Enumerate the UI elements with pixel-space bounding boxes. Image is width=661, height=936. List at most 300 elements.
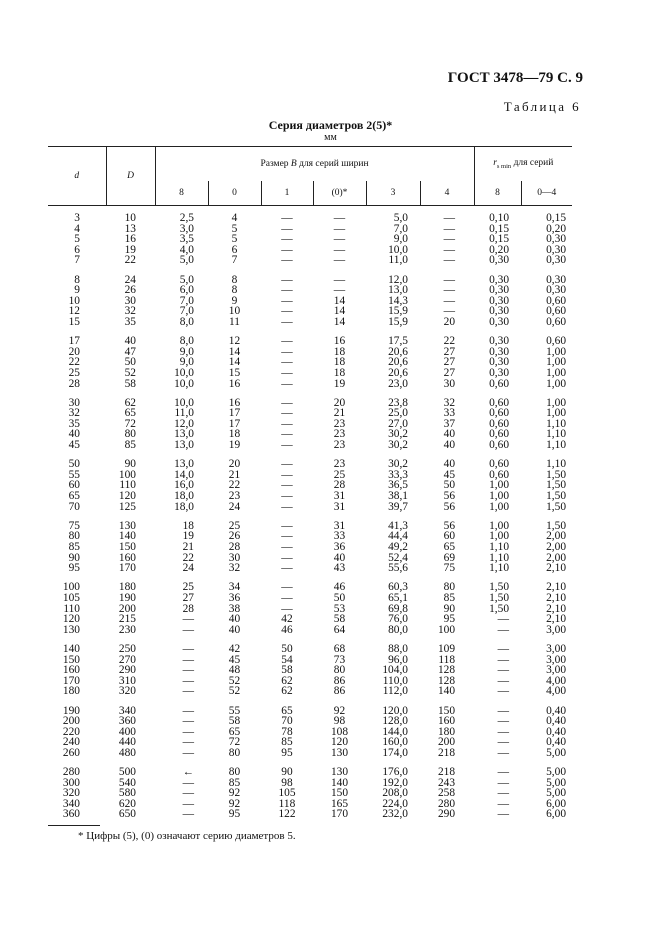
table-cell: 47 [124, 345, 136, 358]
table-cell: 140 [437, 685, 456, 698]
table-cell: 56 [443, 490, 456, 503]
table-cell: — [281, 243, 293, 256]
table-cell: 23 [333, 428, 346, 441]
table-cell: 19 [182, 530, 194, 543]
table-cell: 2,00 [546, 541, 567, 553]
table-cell: 218 [437, 766, 456, 779]
table-cell: 0,30 [489, 366, 510, 379]
table-cell: 0,30 [489, 294, 510, 307]
table-cell: 1,00 [546, 345, 567, 358]
table-cell: 0,60 [489, 439, 510, 452]
table-cell: 110,0 [382, 674, 408, 687]
table-cell: 10 [124, 212, 136, 224]
table-cell: 0,30 [489, 254, 510, 267]
table-cell: 0,30 [546, 233, 567, 246]
table-cell: 28 [182, 602, 194, 615]
table-cell: 0,30 [489, 273, 510, 286]
table-cell: 9,0 [393, 233, 408, 246]
table-cell: 65,1 [388, 591, 408, 604]
table-cell: — [281, 458, 293, 471]
table-cell: 25 [333, 468, 346, 481]
table-cell: 52 [228, 674, 241, 687]
table-cell: 53 [333, 602, 346, 615]
table-cell: 0,20 [489, 243, 510, 256]
col-header-w-1: 1 [261, 181, 313, 206]
table-cell: — [497, 808, 510, 821]
table-cell: — [497, 746, 510, 759]
table-cell: 3,00 [546, 623, 567, 636]
table-cell: 2,10 [546, 581, 567, 594]
table-cell: 11 [229, 315, 240, 328]
table-cell: 73 [333, 653, 346, 666]
table-cell: 120 [118, 490, 136, 503]
table-cell: 4 [74, 222, 80, 235]
table-cell: — [182, 653, 194, 666]
table-cell: 32 [443, 396, 456, 409]
table-cell: — [281, 439, 293, 452]
table-cell: 11,0 [388, 254, 408, 267]
table-cell: 32 [124, 305, 136, 318]
table-cell: 80 [124, 428, 136, 441]
col-header-D: D [106, 147, 155, 206]
table-cell: 20 [333, 396, 346, 409]
table-cell: 8 [74, 273, 80, 286]
table-cell: 80 [68, 530, 80, 543]
table-cell: 20 [228, 458, 241, 471]
table-cell: 90 [124, 458, 136, 471]
table-cell: 14 [228, 356, 241, 369]
table-cell: 36,5 [388, 479, 408, 492]
table-cell: 76,0 [388, 613, 408, 626]
table-cell: 19 [333, 377, 346, 390]
table-cell: 86 [333, 674, 346, 687]
table-cell: 14 [333, 294, 346, 307]
table-cell: — [497, 725, 510, 738]
table-cell: 9 [231, 294, 238, 307]
table-cell: 110 [119, 479, 136, 492]
table-cell: 20 [68, 345, 80, 358]
table-cell: 0,60 [489, 458, 510, 471]
table-cell: — [281, 468, 293, 481]
table-cell: 6 [74, 243, 80, 256]
table-cell: — [281, 490, 293, 503]
table-cell: 90 [443, 602, 456, 615]
table-cell: 18 [182, 519, 194, 532]
table-cell: 340 [62, 797, 80, 810]
table-cell: 72 [124, 417, 136, 430]
table-cell: 22 [68, 356, 80, 369]
table-cell: 120 [330, 736, 349, 749]
table-cell: 18,0 [174, 490, 194, 503]
table-cell: 1,50 [546, 468, 567, 481]
table-cell: 1,10 [546, 428, 567, 441]
table-cell: 5,00 [546, 766, 567, 779]
table-cell: 5,0 [179, 254, 194, 267]
table-cell: 16,0 [174, 479, 194, 492]
table-cell: 4,00 [546, 685, 567, 698]
table-cell: 1,00 [546, 366, 567, 379]
table-cell: 150 [330, 787, 349, 800]
table-cell: 0,40 [546, 715, 567, 728]
table-cell: 10,0 [388, 243, 408, 256]
table-cell: 11,0 [174, 407, 194, 420]
table-cell: 42 [281, 613, 293, 626]
table-cell: 100 [437, 623, 456, 636]
table-cell: 35 [124, 315, 136, 328]
table-title: Серия диаметров 2(5)* [268, 118, 393, 132]
table-cell: 26 [228, 530, 241, 543]
table-cell: 58 [124, 377, 136, 390]
table-cell: 2,10 [546, 562, 567, 575]
table-cell: 25 [228, 519, 241, 532]
table-cell: 31 [333, 519, 346, 532]
table-label: Таблица 6 [503, 99, 581, 114]
table-cell: 15 [68, 315, 80, 328]
table-cell: 118 [278, 797, 296, 810]
table-cell: 45 [68, 439, 80, 452]
table-cell: 60 [443, 530, 456, 543]
table-cell: 86 [333, 685, 346, 698]
table-cell: — [281, 284, 293, 297]
table-cell: 4,00 [546, 674, 567, 687]
table-cell: 1,10 [546, 458, 567, 471]
table-cell: 42 [228, 642, 241, 655]
table-cell: 5 [231, 233, 238, 246]
table-cell: 0,60 [546, 305, 567, 318]
table-cell: 26 [124, 284, 136, 297]
table-cell: 140 [118, 530, 136, 543]
table-cell: 7,0 [179, 305, 194, 318]
table-cell: 130 [330, 746, 349, 759]
col-header-w-0: 0 [208, 181, 261, 206]
table-cell: 58 [333, 613, 346, 626]
table-cell: — [497, 653, 510, 666]
table-cell: — [182, 664, 194, 677]
table-cell: 32 [228, 562, 241, 575]
table-cell: — [281, 602, 293, 615]
table-cell: 190 [62, 704, 80, 717]
table-cell: 0,60 [489, 396, 510, 409]
table-cell: 16 [228, 396, 241, 409]
table-cell: 27 [443, 345, 456, 358]
col-group-radius: $r_{s min}$ для серий [474, 147, 572, 182]
table-cell: 290 [437, 808, 456, 821]
table-cell: 5 [231, 222, 238, 235]
table-cell: 12,0 [174, 417, 194, 430]
table-cell: 5,00 [546, 787, 567, 800]
table-cell: 500 [118, 766, 136, 779]
table-cell: 50 [443, 479, 456, 492]
table-cell: — [182, 787, 194, 800]
table-cell: 95 [228, 808, 241, 821]
table-cell: — [443, 212, 456, 224]
table-cell: 215 [118, 613, 136, 626]
table-cell: — [497, 664, 510, 677]
table-cell: 0,15 [489, 222, 510, 235]
table-row [48, 317, 572, 328]
table-cell: 0,30 [489, 335, 510, 348]
table-cell: 17 [228, 407, 241, 420]
table-cell: 75 [68, 519, 80, 532]
table-cell: 0,60 [489, 377, 510, 390]
table-cell: 65 [124, 407, 136, 420]
table-cell: 118 [438, 653, 456, 666]
table-cell: 8 [231, 284, 238, 297]
table-cell: 130 [62, 623, 80, 636]
table-unit: мм [324, 132, 337, 143]
table-cell: 55 [228, 704, 241, 717]
table-cell: 150 [118, 541, 136, 553]
table-cell: 0,30 [489, 345, 510, 358]
table-cell: — [281, 541, 293, 553]
table-cell: 58 [281, 664, 293, 677]
table-cell: 70 [281, 715, 293, 728]
table-cell: 85 [228, 776, 241, 789]
table-cell: 28 [68, 377, 80, 390]
table-cell: 1,10 [489, 551, 510, 564]
table-cell: 39,7 [388, 500, 408, 513]
table-cell: 0,15 [489, 233, 510, 246]
table-cell: 30 [124, 294, 136, 307]
table-cell: 109 [437, 642, 456, 655]
table-cell: 200 [437, 736, 456, 749]
table-cell: 45 [228, 653, 241, 666]
table-cell: — [281, 315, 293, 328]
table-cell: 6,0 [179, 284, 194, 297]
table-cell: 1,50 [546, 490, 567, 503]
table-cell: 1,50 [489, 581, 510, 594]
table-cell: 1,10 [489, 541, 510, 553]
table-row [48, 542, 572, 553]
table-cell: 3,5 [179, 233, 194, 246]
table-cell: — [281, 233, 293, 246]
table-cell: — [281, 345, 293, 358]
table-cell: 8 [231, 273, 238, 286]
table-cell: — [333, 284, 346, 297]
col-header-w-8: 8 [155, 181, 208, 206]
table-cell: 0,60 [489, 468, 510, 481]
table-cell: 0,60 [489, 407, 510, 420]
table-cell: 360 [118, 715, 136, 728]
table-cell: 14,0 [174, 468, 194, 481]
table-cell: 14 [333, 305, 346, 318]
table-cell: 65 [443, 541, 456, 553]
table-cell: 30 [443, 377, 456, 390]
table-cell: 400 [118, 725, 136, 738]
table-cell: 40 [333, 551, 346, 564]
table-cell: 24 [228, 500, 241, 513]
table-cell: — [281, 407, 293, 420]
table-cell: 1,00 [546, 356, 567, 369]
table-cell: — [281, 294, 293, 307]
table-cell: 5,0 [179, 273, 194, 286]
table-cell: 30,2 [388, 428, 408, 441]
table-cell: 165 [330, 797, 349, 810]
table-cell: 22 [124, 254, 136, 267]
table-cell: 1,50 [489, 591, 510, 604]
table-cell: 33 [443, 407, 456, 420]
table-cell: 180 [118, 581, 136, 594]
table-cell: 9,0 [179, 345, 194, 358]
table-cell: — [443, 222, 456, 235]
table-cell: — [281, 562, 293, 575]
table-cell: 16 [333, 335, 346, 348]
table-row [48, 625, 572, 636]
table-cell: 0,30 [489, 356, 510, 369]
table-cell: — [497, 736, 510, 749]
table-cell: 250 [118, 642, 136, 655]
table-cell: 30,2 [388, 439, 408, 452]
table-cell: 580 [118, 787, 136, 800]
table-cell: 80 [228, 746, 241, 759]
table-cell: 1,00 [546, 407, 567, 420]
table-cell: 320 [62, 787, 80, 800]
table-cell: 50 [124, 356, 136, 369]
col-header-d: d [48, 147, 106, 206]
table-cell: 1,50 [546, 500, 567, 513]
table-cell: 30 [228, 551, 241, 564]
page-header: ГОСТ 3478—79 С. 9 [447, 70, 583, 86]
table-cell: — [333, 212, 346, 224]
table-cell: 19 [228, 439, 241, 452]
table-cell: 7,0 [179, 294, 194, 307]
table-cell: 110 [63, 602, 80, 615]
table-row [48, 255, 572, 266]
table-cell: 0,60 [489, 428, 510, 441]
table-cell: — [182, 704, 194, 717]
table-cell: 40 [68, 428, 80, 441]
table-cell: 3 [74, 212, 80, 224]
table-cell: 0,30 [489, 315, 510, 328]
table-cell: 30,2 [388, 458, 408, 471]
table-cell: 2,00 [546, 551, 567, 564]
table-cell: 13,0 [388, 284, 408, 297]
table-cell: 320 [118, 685, 136, 698]
table-cell: 170 [330, 808, 349, 821]
table-cell: — [443, 233, 456, 246]
table-cell: 0,10 [489, 212, 510, 224]
table-cell: 7 [231, 254, 238, 267]
table-cell: 9,0 [179, 356, 194, 369]
table-cell: 0,60 [546, 315, 567, 328]
table-cell: 310 [118, 674, 136, 687]
table-cell: 92 [228, 797, 241, 810]
table-cell: — [281, 396, 293, 409]
table-cell: 360 [62, 808, 80, 821]
table-cell: 23,0 [388, 377, 408, 390]
footnote-divider [48, 825, 100, 826]
table-cell: — [281, 417, 293, 430]
table-cell: 16 [124, 233, 136, 246]
table-cell: 108 [330, 725, 349, 738]
table-cell: 6,00 [546, 808, 567, 821]
table-cell: 85 [68, 541, 80, 553]
col-header-w-4: 4 [420, 181, 474, 206]
table-cell: — [497, 766, 510, 779]
table-cell: 16 [228, 377, 241, 390]
table-cell: 0,20 [546, 222, 567, 235]
table-cell: 13,0 [174, 428, 194, 441]
table-row [48, 748, 572, 759]
table-cell: 28 [333, 479, 346, 492]
table-cell: — [182, 746, 194, 759]
table-cell: 98 [281, 776, 293, 789]
table-cell: 1,00 [489, 479, 510, 492]
table-cell: 0,30 [546, 254, 567, 267]
table-cell: — [497, 623, 510, 636]
table-cell: 36 [333, 541, 346, 553]
table-cell: 1,10 [489, 562, 510, 575]
table-cell: 13,0 [174, 439, 194, 452]
table-cell: — [281, 305, 293, 318]
table-cell: 50 [333, 591, 346, 604]
table-cell: 280 [437, 797, 456, 810]
table-cell: 78 [281, 725, 293, 738]
col-header-r-0-4: 0—4 [521, 181, 572, 206]
table-cell: 46 [333, 581, 346, 594]
table-cell: — [182, 808, 194, 821]
table-cell: 37 [443, 417, 456, 430]
table-cell: 1,00 [489, 519, 510, 532]
table-cell: — [443, 243, 456, 256]
table-cell: 20,6 [388, 345, 408, 358]
table-cell: 0,40 [546, 736, 567, 749]
table-cell: 140 [62, 642, 80, 655]
table-cell: 170 [62, 674, 80, 687]
table-cell: 100 [118, 468, 136, 481]
table-cell: 1,00 [489, 530, 510, 543]
table-cell: 1,10 [546, 417, 567, 430]
table-cell: 8,0 [179, 315, 194, 328]
table-cell: 20,6 [388, 356, 408, 369]
table-cell: 112,0 [382, 685, 408, 698]
table-cell: 160 [437, 715, 456, 728]
table-cell: — [333, 243, 346, 256]
table-cell: 224,0 [382, 797, 408, 810]
table-cell: 31 [333, 490, 346, 503]
table-body [48, 206, 572, 821]
table-cell: 17,5 [388, 335, 408, 348]
table-cell: 98 [333, 715, 346, 728]
table-cell: 10,0 [174, 396, 194, 409]
table-cell: 10,0 [174, 366, 194, 379]
table-cell: 258 [437, 787, 456, 800]
table-cell: 14 [228, 345, 241, 358]
table-cell: 0,15 [546, 212, 567, 224]
table-cell: 60 [68, 479, 80, 492]
table-cell: — [497, 797, 510, 810]
table-cell: — [497, 674, 510, 687]
table-cell: 120 [62, 613, 80, 626]
table-cell: — [281, 222, 293, 235]
table-cell: — [281, 428, 293, 441]
table-cell: 95 [68, 562, 80, 575]
table-cell: — [497, 613, 510, 626]
table-cell: 85 [124, 439, 136, 452]
table-cell: 65 [281, 704, 293, 717]
table-cell: 85 [443, 591, 456, 604]
table-cell: 104,0 [382, 664, 408, 677]
table-cell: 5,0 [393, 212, 408, 224]
table-cell: 23 [333, 417, 346, 430]
table-cell: 180 [437, 725, 456, 738]
table-cell: 19 [124, 243, 136, 256]
table-cell: 13,0 [174, 458, 194, 471]
table-cell: 230 [118, 623, 136, 636]
table-cell: 220 [62, 725, 80, 738]
table-cell: 7,0 [393, 222, 408, 235]
table-cell: 25 [68, 366, 80, 379]
